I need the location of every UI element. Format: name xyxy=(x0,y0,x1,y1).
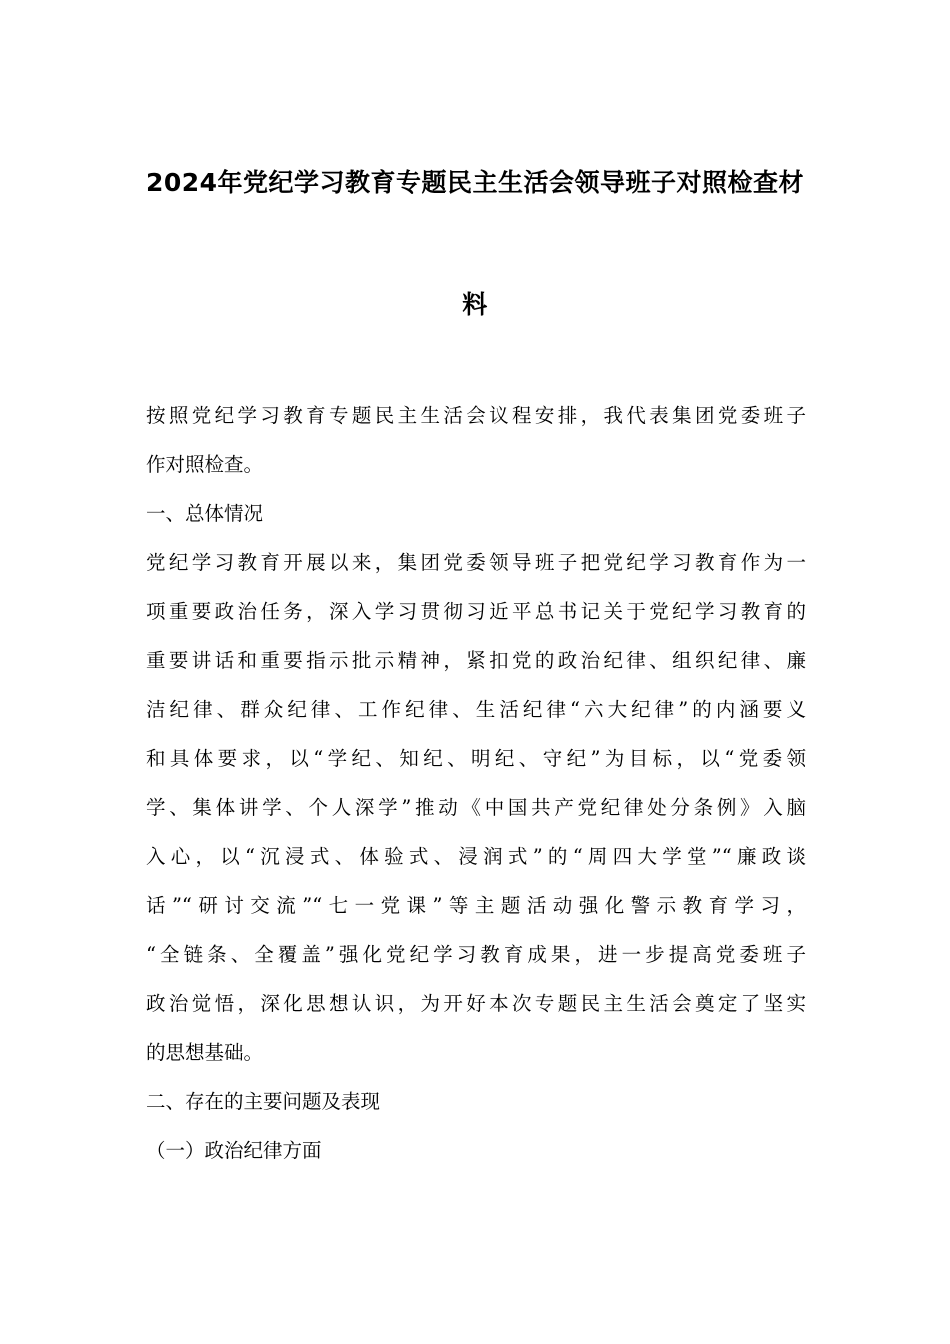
paragraph-line: 入心，以“沉浸式、体验式、浸润式”的“周四大学堂”“廉政谈 xyxy=(146,845,806,868)
paragraph-line: 项重要政治任务，深入学习贯彻习近平总书记关于党纪学习教育的 xyxy=(146,600,806,623)
paragraph-line: 政治觉悟，深化思想认识，为开好本次专题民主生活会奠定了坚实 xyxy=(146,992,806,1015)
paragraph-line: 和具体要求，以“学纪、知纪、明纪、守纪”为目标，以“党委领 xyxy=(146,747,806,770)
section-heading-overview: 一、总体情况 xyxy=(146,502,264,525)
document-title-line-2: 料 xyxy=(462,290,488,319)
intro-line-2: 作对照检查。 xyxy=(146,453,264,476)
paragraph-line: 学、集体讲学、个人深学”推动《中国共产党纪律处分条例》入脑 xyxy=(146,796,806,819)
paragraph-line: 党纪学习教育开展以来，集团党委领导班子把党纪学习教育作为一 xyxy=(146,551,806,574)
paragraph-line: 重要讲话和重要指示批示精神，紧扣党的政治纪律、组织纪律、廉 xyxy=(146,649,806,672)
intro-line-1: 按照党纪学习教育专题民主生活会议程安排，我代表集团党委班子 xyxy=(146,404,806,427)
subsection-heading-political-discipline: （一）政治纪律方面 xyxy=(146,1139,322,1162)
section-heading-problems: 二、存在的主要问题及表现 xyxy=(146,1090,381,1113)
paragraph-line: 的思想基础。 xyxy=(146,1041,264,1064)
paragraph-line: 话”“研讨交流”“七一党课”等主题活动强化警示教育学习， xyxy=(146,894,806,917)
document-body xyxy=(146,391,806,1175)
paragraph-line: “全链条、全覆盖”强化党纪学习教育成果，进一步提高党委班子 xyxy=(146,943,806,966)
document-title-line-1: 2024年党纪学习教育专题民主生活会领导班子对照检查材 xyxy=(145,168,805,197)
paragraph-line: 洁纪律、群众纪律、工作纪律、生活纪律“六大纪律”的内涵要义 xyxy=(146,698,806,721)
